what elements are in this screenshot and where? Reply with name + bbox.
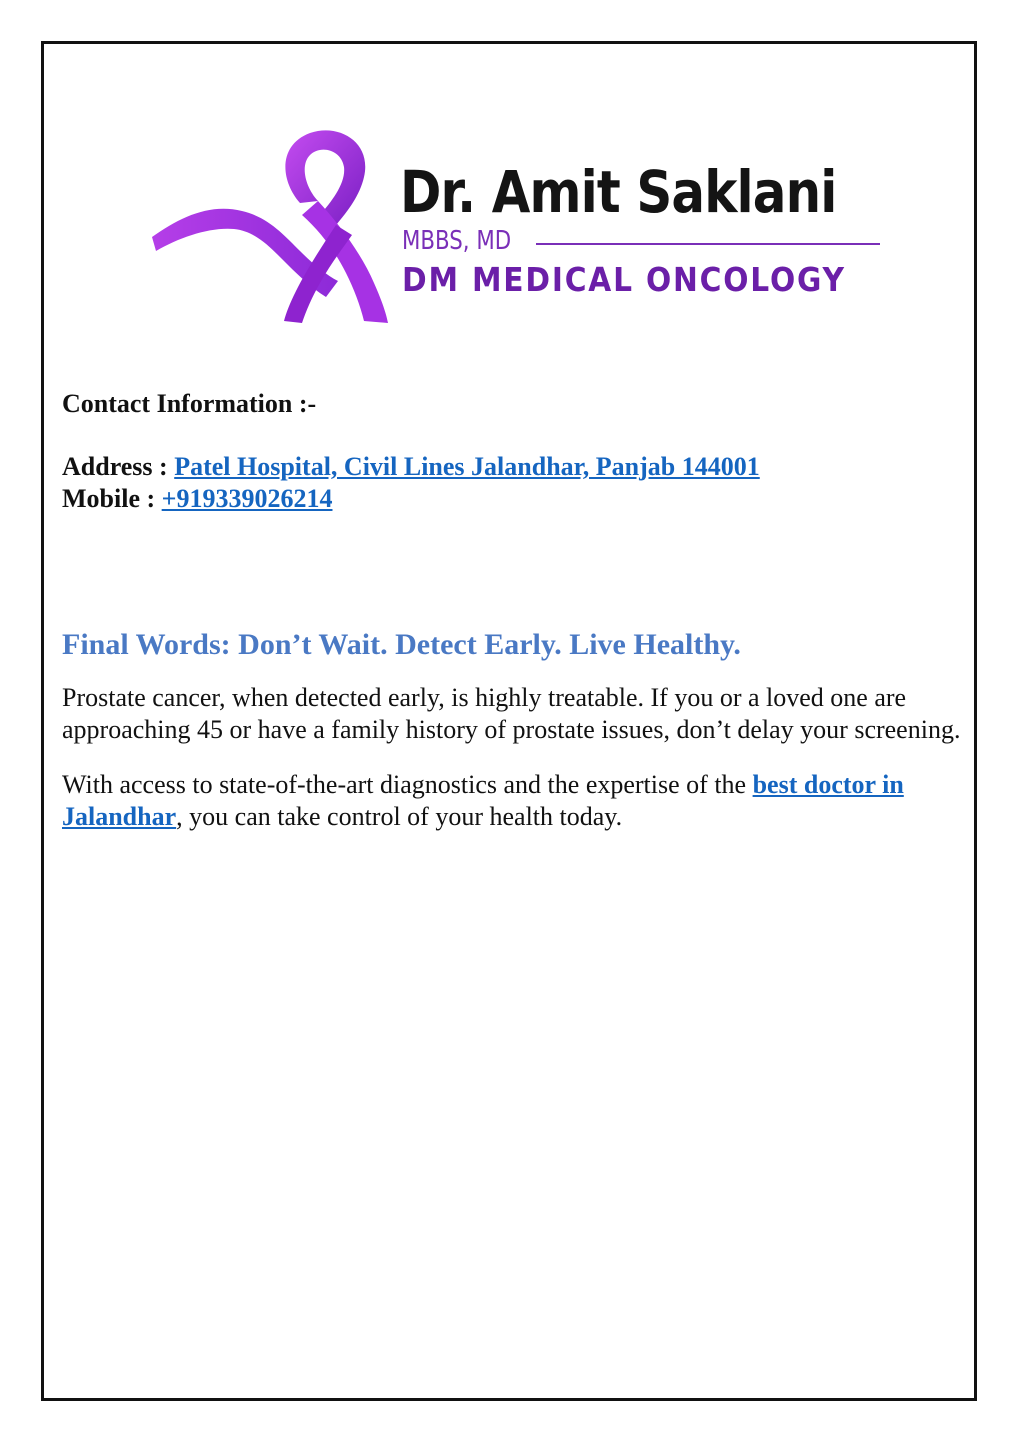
logo-doctor-name: Dr. Amit Saklani — [400, 158, 837, 226]
logo — [150, 125, 890, 325]
address-link[interactable]: Patel Hospital, Civil Lines Jalandhar, Panjab 144001 — [174, 452, 760, 481]
contact-details — [62, 451, 962, 515]
mobile-line — [62, 483, 962, 515]
logo-divider — [536, 243, 880, 245]
mobile-link[interactable]: +919339026214 — [161, 484, 333, 513]
logo-specialty: DM MEDICAL ONCOLOGY — [402, 260, 846, 299]
final-words-heading: Final Words: Don’t Wait. Detect Early. Live Healthy. — [62, 628, 741, 661]
final-paragraph-2 — [62, 769, 962, 833]
awareness-ribbon-icon — [150, 125, 395, 325]
final-paragraph-1: Prostate cancer, when detected early, is highly treatable. If you or a loved one are approaching 45 or have a family history of prostate issues, don’t delay your screening. — [62, 683, 961, 744]
address-line — [62, 451, 962, 483]
address-label: Address : — [62, 452, 175, 481]
paragraph-2-text-end: , you can take control of your health today. — [176, 802, 623, 831]
main-content — [62, 388, 962, 833]
mobile-label: Mobile : — [62, 484, 162, 513]
logo-degree-row — [402, 228, 880, 260]
paragraph-2-text-start: With access to state-of-the-art diagnostics and the expertise of the — [62, 770, 753, 799]
contact-heading: Contact Information :- — [62, 389, 317, 418]
logo-degree: MBBS, MD — [402, 226, 512, 256]
best-doctor-link[interactable]: best doctor in Jalandhar — [62, 770, 904, 831]
